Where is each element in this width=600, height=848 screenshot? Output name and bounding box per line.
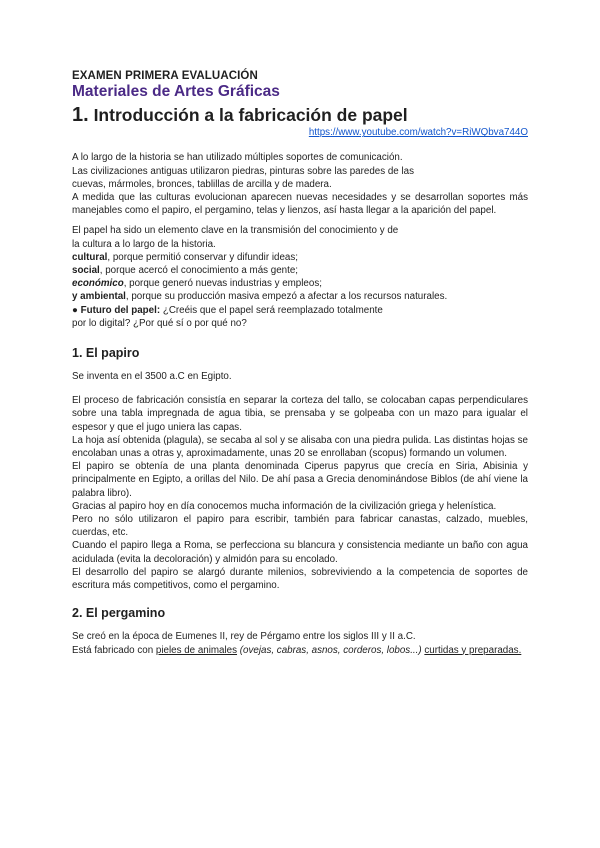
section-number: 1. bbox=[72, 104, 89, 127]
papiro-paragraph: La hoja así obtenida (plagula), se secaba al sol y se alisaba con una piedra pulida. Las distintas hojas se encolaban unas a otras y, aproximadamente, unas 20 se enrollaban (scopus) formando un volumen. bbox=[72, 434, 528, 460]
intro-line: Las civilizaciones antiguas utilizaron piedras, pinturas sobre las paredes de las bbox=[72, 165, 414, 177]
intro-line: cuevas, mármoles, bronces, tablillas de arcilla y de madera. bbox=[72, 178, 332, 190]
tanned-text: curtidas y preparadas. bbox=[424, 644, 522, 656]
intro-evolution: A medida que las culturas evolucionan aparecen nuevas necesidades y se desarrollan soportes más manejables como el papiro, el pergamino, telas y lienzos, así hasta llegar a la aparición del papel. bbox=[72, 192, 528, 217]
key-item: y ambiental, porque su producción masiva empezó a afectar a los recursos naturales. bbox=[72, 291, 448, 303]
future-question: ● Futuro del papel: ¿Creéis que el papel será reemplazado totalmente bbox=[72, 304, 383, 316]
papiro-paragraph: Gracias al papiro hoy en día conocemos mucha información de la civilización griega y helenística. bbox=[72, 500, 497, 512]
future-question-cont: por lo digital? ¿Por qué sí o por qué no? bbox=[72, 317, 247, 329]
intro-line: A lo largo de la historia se han utilizado múltiples soportes de comunicación. bbox=[72, 152, 403, 164]
key-item: social, porque acercó el conocimiento a más gente; bbox=[72, 265, 299, 277]
key-line: El papel ha sido un elemento clave en la transmisión del conocimiento y de bbox=[72, 225, 399, 237]
papiro-paragraph: Pero no sólo utilizaron el papiro para escribir, también para fabricar canastas, calzado, muebles, cuerdas, etc. bbox=[72, 514, 528, 539]
pergamino-made: Está fabricado con pieles de animales (ovejas, cabras, asnos, corderos, lobos...) curtidas y preparadas. bbox=[72, 644, 522, 656]
key-term: económico bbox=[72, 278, 124, 290]
papiro-paragraph: El papiro se obtenía de una planta denominada Ciperus papyrus que crecía en Siria, Abisinia y principalmente en Egipto, a orillas del Nilo. De ahí pasa a Grecia denominándose Biblos (de ahí viene la palabra libro). bbox=[72, 461, 528, 499]
section-title: Introducción a la fabricación de papel bbox=[93, 105, 408, 126]
document-page bbox=[72, 70, 528, 657]
key-line: la cultura a lo largo de la historia. bbox=[72, 238, 216, 250]
key-block bbox=[72, 224, 528, 330]
papiro-heading: 1. El papiro bbox=[72, 346, 140, 361]
pergamino-section bbox=[72, 605, 528, 656]
key-term: y ambiental bbox=[72, 291, 126, 303]
skins-text: pieles de animales bbox=[155, 644, 238, 656]
future-label: ● Futuro del papel: bbox=[72, 304, 161, 316]
key-term: social bbox=[72, 265, 100, 277]
papiro-invented: Se inventa en el 3500 a.C en Egipto. bbox=[72, 371, 232, 383]
intro-block bbox=[72, 151, 528, 217]
exam-title: EXAMEN PRIMERA EVALUACIÓN bbox=[72, 70, 258, 82]
key-term: cultural bbox=[72, 251, 108, 263]
key-item: cultural, porque permitió conservar y difundir ideas; bbox=[72, 251, 298, 263]
papiro-section bbox=[72, 345, 528, 592]
subject-title: Materiales de Artes Gráficas bbox=[72, 83, 280, 101]
video-link[interactable]: https://www.youtube.com/watch?v=RiWQbva744O bbox=[308, 127, 528, 139]
papiro-paragraph: Cuando el papiro llega a Roma, se perfecciona su blancura y consistencia mediante un baño con agua acidulada (evita la decoloración) y almidón para su encolado. bbox=[72, 540, 528, 565]
pergamino-heading: 2. El pergamino bbox=[72, 606, 166, 621]
papiro-paragraphs bbox=[72, 394, 528, 592]
animals-text: (ovejas, cabras, asnos, corderos, lobos...) bbox=[239, 644, 422, 656]
papiro-paragraph: El desarrollo del papiro se alargó durante milenios, sobreviviendo a la competencia de soportes de escritura más competitivos, como el pergamino. bbox=[72, 566, 528, 592]
pergamino-created: Se creó en la época de Eumenes II, rey de Pérgamo entre los siglos III y II a.C. bbox=[72, 631, 416, 643]
section-heading bbox=[72, 104, 528, 126]
papiro-paragraph: El proceso de fabricación consistía en separar la corteza del tallo, se colocaban capas perpendiculares sobre una tabla impregnada de agua tibia, se prensaba y se golpeaba con un mazo para igualar el espesor y que el jugo uniera las capas. bbox=[72, 395, 528, 433]
key-item: económico, porque generó nuevas industrias y empleos; bbox=[72, 278, 322, 290]
